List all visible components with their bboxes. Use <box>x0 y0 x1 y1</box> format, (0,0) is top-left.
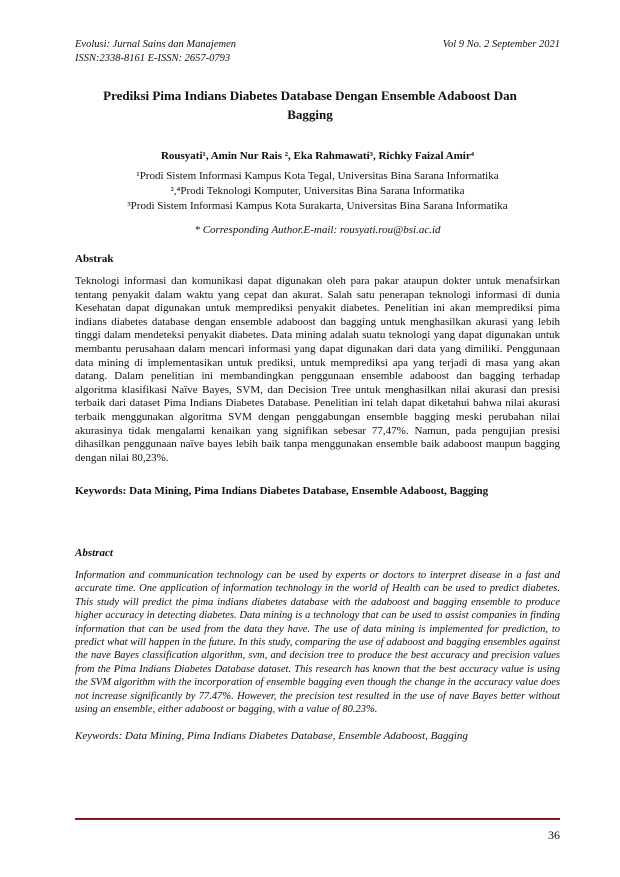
abstract-text: Information and communication technology can be used by experts or doctors to interpret disease in a fast and accurate time. One application of information technology in the world of Health can be used to predict diabetes. This study will predict the pima indians diabetes database with the adaboost and bagging ensemble to produce higher accuracy in detecting diabetes. Data mining is a technology that can be used to assist companies in finding information that can be used from the data they have. The use of data mining is implemented for prediction, to predict what will happen in the future. In this study, comparing the use of adaboost and bagging ensembles against the nave Bayes classification algorithm, svm, and decision tree to produce the best accuracy and precision values from the Pima Indians Diabetes Database dataset. This research has known that the best accuracy value is using the SVM algorithm with the incorporation of ensemble bagging even though the change in the accuracy value does not increase significantly by 77.47%. However, the precision test resulted in the use of nave Bayes better without using an ensemble, either adaboost or bagging, with a value of 80.23%. <box>75 570 560 716</box>
abstract-keywords: Keywords: Data Mining, Pima Indians Diabetes Database, Ensemble Adaboost, Bagging <box>75 730 468 743</box>
affiliation-3: ³Prodi Sistem Informasi Kampus Kota Surakarta, Universitas Bina Sarana Informatika <box>127 200 508 212</box>
abstract-heading: Abstract <box>75 547 113 559</box>
issn: ISSN:2338-8161 E-ISSN: 2657-0793 <box>75 53 231 64</box>
author-list: Rousyati¹, Amin Nur Rais ², Eka Rahmawati³, Richky Faizal Amir⁴ <box>160 150 475 162</box>
corresponding-author: * Corresponding Author.E-mail: rousyati.rou@bsi.ac.id <box>194 224 441 236</box>
affiliation-1: ¹Prodi Sistem Informasi Kampus Kota Tegal, Universitas Bina Sarana Informatika <box>136 170 499 182</box>
journal-name: Evolusi: Jurnal Sains dan Manajemen <box>75 39 236 50</box>
affiliation-2: ²,⁴Prodi Teknologi Komputer, Universitas Bina Sarana Informatika <box>170 185 465 197</box>
volume-info: Vol 9 No. 2 September 2021 <box>442 39 560 50</box>
affiliations <box>75 169 560 214</box>
abstract-section <box>75 547 560 742</box>
abstrak-keywords: Keywords: Data Mining, Pima Indians Diabetes Database, Ensemble Adaboost, Bagging <box>75 485 489 498</box>
abstrak-text: Teknologi informasi dan komunikasi dapat digunakan oleh para pakar ataupun dokter untuk menafsirkan tentang penyakit dalam waktu yang cepat dan akurat. Salah satu penerapan teknologi informasi di dunia Kesehatan dapat digunakan untuk memprediksi penyakit diabetes. Penelitian ini akan memprediksi pima indians diabetes database dengan ensemble adaboost dan bagging untuk menghasilkan akurasi yang lebih tinggi dalam mendeteksi penyakit diabetes. Data mining adalah suatu teknologi yang dapat digunakan untuk membantu perusahaan dalam mencari informasi yang dapat digunakan dari data yang dimiliki. Penggunaan data mining di implementasikan untuk prediksi, untuk memprediksi apa yang terjadi di masa yang akan datang. Dalam penelitian ini membandingkan penggunaan ensemble adaboost dan bagging terhadap algoritma klasifikasi Naïve Bayes, SVM, dan Decision Tree untuk menghasilkan nilai akurasi dan presisi terbaik dari dataset Pima Indians Diabetes Database. Penelitian ini telah dapat diketahui bahwa nilai akurasi terbaik menggunakan algoritma SVM dengan penggabungan ensemble bagging meski perubahan nilai akurasinya tidak mengalami kenaikan yang signifikan sebesar 77,47%. Namun, pada pengujian presisi dihasilkan penggunaan naïve bayes lebih baik tanpa menggunakan ensemble baik adaboost maupun bagging dengan nilai 80,23%. <box>75 275 560 464</box>
paper-title: Prediksi Pima Indians Diabetes Database Dengan Ensemble Adaboost Dan Bagging <box>103 88 517 122</box>
page-number: 36 <box>548 828 560 842</box>
footer-rule <box>75 818 560 820</box>
abstrak-heading: Abstrak <box>75 253 114 265</box>
abstrak-section <box>75 253 560 497</box>
running-header <box>75 38 560 66</box>
